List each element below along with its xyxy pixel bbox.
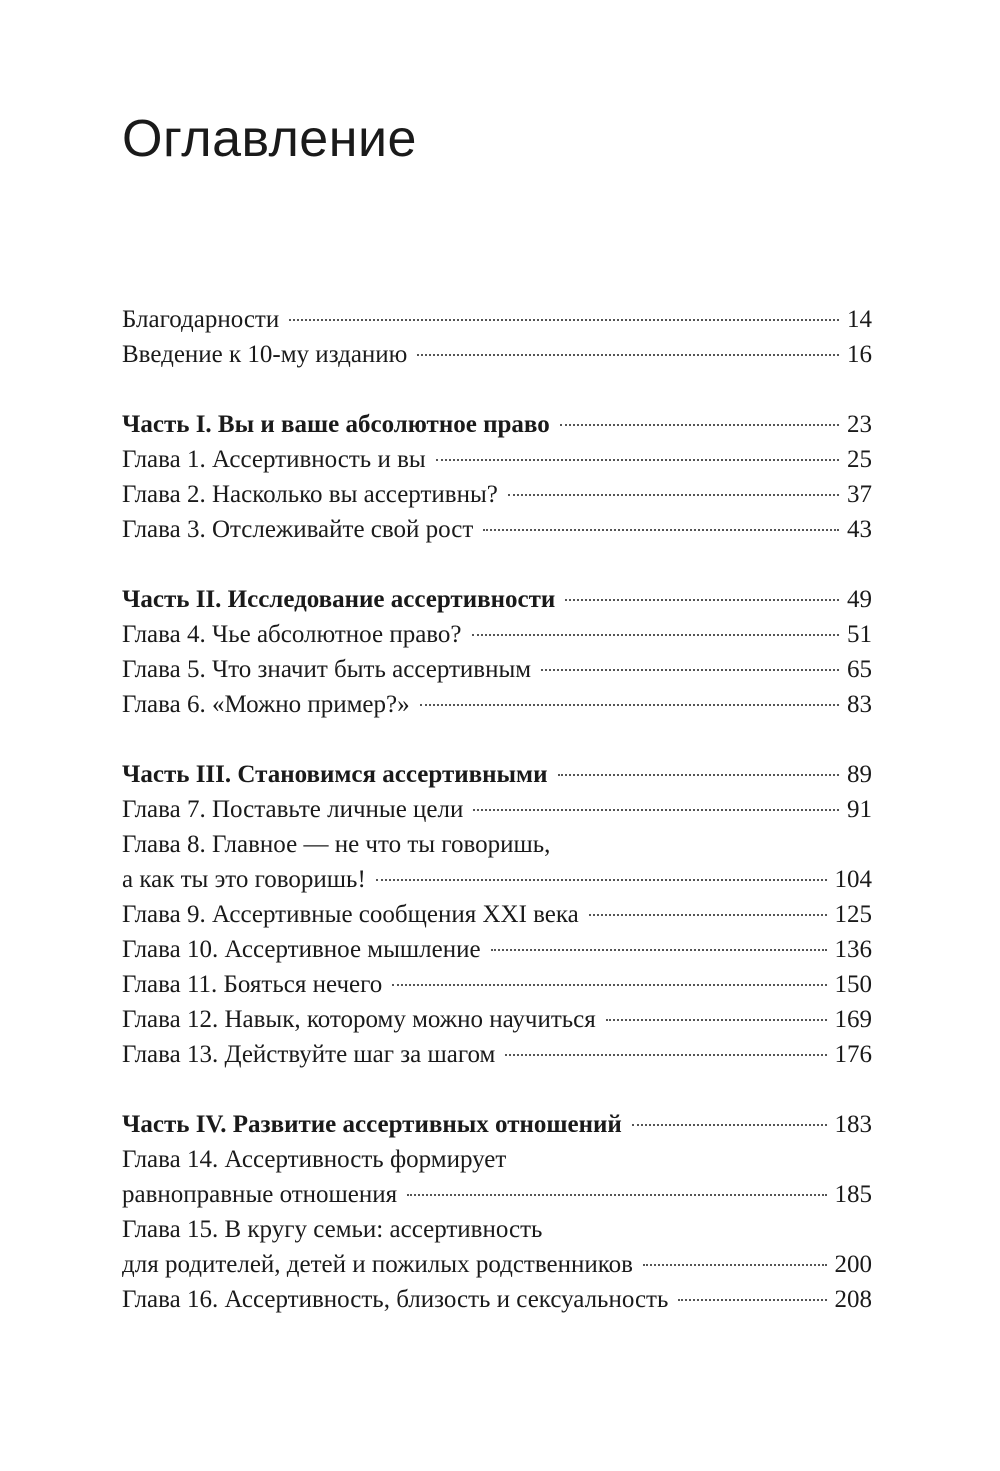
- dot-leader: [643, 1264, 827, 1266]
- toc-entry[interactable]: [122, 792, 872, 827]
- toc-entry[interactable]: [122, 477, 872, 512]
- page-number: 169: [834, 1006, 872, 1033]
- entry-title: равноправные отношения: [122, 1181, 398, 1208]
- toc-entry[interactable]: [122, 897, 872, 932]
- dot-leader: [473, 809, 839, 811]
- entry-title: Глава 10. Ассертивное мышление: [122, 936, 481, 963]
- entry-title: а как ты это говоришь!: [122, 866, 366, 893]
- entry-line: [122, 1107, 872, 1142]
- entry-title: Благодарности: [122, 306, 280, 333]
- entry-line: [122, 967, 872, 1002]
- entry-line: [122, 862, 872, 897]
- entry-line: [122, 512, 872, 547]
- toc-entry[interactable]: [122, 1282, 872, 1317]
- page-number: 37: [847, 481, 872, 508]
- entry-title: Часть I. Вы и ваше абсолютное право: [122, 411, 550, 438]
- entry-title: Часть III. Становимся ассертивными: [122, 761, 548, 788]
- entry-line: [122, 792, 872, 827]
- entry-line: [122, 757, 872, 792]
- page-number: 136: [834, 936, 872, 963]
- toc-entry[interactable]: [122, 617, 872, 652]
- entry-line: [122, 442, 872, 477]
- entry-title: Глава 7. Поставьте личные цели: [122, 796, 464, 823]
- toc-group: [122, 302, 872, 372]
- page-number: 183: [834, 1111, 872, 1138]
- page-number: 89: [847, 761, 872, 788]
- page-number: 208: [834, 1286, 872, 1313]
- entry-line: [122, 337, 872, 372]
- dot-leader: [632, 1124, 827, 1126]
- entry-title: Глава 12. Навык, которому можно научиться: [122, 1006, 596, 1033]
- toc-entry[interactable]: [122, 827, 872, 897]
- dot-leader: [491, 949, 827, 951]
- toc-entry[interactable]: [122, 932, 872, 967]
- toc-part-entry[interactable]: [122, 407, 872, 442]
- page-number: 23: [847, 411, 872, 438]
- dot-leader: [392, 984, 826, 986]
- toc-group: [122, 1107, 872, 1317]
- page-number: 91: [847, 796, 872, 823]
- entry-title: Введение к 10-му изданию: [122, 341, 408, 368]
- entry-title-line: Глава 8. Главное — не что ты говоришь,: [122, 831, 551, 858]
- toc-entry[interactable]: [122, 652, 872, 687]
- entry-title: Глава 1. Ассертивность и вы: [122, 446, 426, 473]
- entry-line: [122, 302, 872, 337]
- toc-entry[interactable]: [122, 512, 872, 547]
- entry-line: [122, 407, 872, 442]
- dot-leader: [558, 774, 840, 776]
- entry-line: [122, 1037, 872, 1072]
- page-number: 49: [847, 586, 872, 613]
- dot-leader: [505, 1054, 826, 1056]
- dot-leader: [606, 1019, 827, 1021]
- entry-line: [122, 1282, 872, 1317]
- toc-part-entry[interactable]: [122, 1107, 872, 1142]
- entry-title: Глава 13. Действуйте шаг за шагом: [122, 1041, 496, 1068]
- page-number: 43: [847, 516, 872, 543]
- toc-entry[interactable]: [122, 1142, 872, 1212]
- dot-leader: [565, 599, 839, 601]
- dot-leader: [407, 1194, 826, 1196]
- entry-line: [122, 932, 872, 967]
- dot-leader: [483, 529, 839, 531]
- toc-entry[interactable]: [122, 337, 872, 372]
- entry-title: Глава 4. Чье абсолютное право?: [122, 621, 462, 648]
- page-title: Оглавление: [122, 110, 417, 168]
- toc-group: [122, 757, 872, 1072]
- entry-line: [122, 1002, 872, 1037]
- entry-title: Часть IV. Развитие ассертивных отношений: [122, 1111, 622, 1138]
- entry-title-line: Глава 14. Ассертивность формирует: [122, 1146, 507, 1173]
- entry-title: Глава 16. Ассертивность, близость и сексуальность: [122, 1286, 669, 1313]
- page-number: 14: [847, 306, 872, 333]
- entry-line: [122, 687, 872, 722]
- dot-leader: [420, 704, 839, 706]
- entry-line: [122, 477, 872, 512]
- page-number: 51: [847, 621, 872, 648]
- dot-leader: [289, 319, 839, 321]
- dot-leader: [678, 1299, 826, 1301]
- entry-line: [122, 1177, 872, 1212]
- dot-leader: [541, 669, 839, 671]
- toc-entry[interactable]: [122, 1002, 872, 1037]
- table-of-contents: [122, 302, 872, 1352]
- entry-line: [122, 897, 872, 932]
- entry-line: [122, 652, 872, 687]
- page-number: 104: [834, 866, 872, 893]
- entry-title: для родителей, детей и пожилых родственников: [122, 1251, 633, 1278]
- toc-entry[interactable]: [122, 1037, 872, 1072]
- dot-leader: [376, 879, 827, 881]
- entry-title: Глава 9. Ассертивные сообщения XXI века: [122, 901, 579, 928]
- dot-leader: [472, 634, 839, 636]
- page-number: 83: [847, 691, 872, 718]
- dot-leader: [508, 494, 839, 496]
- page-number: 125: [834, 901, 872, 928]
- toc-group: [122, 582, 872, 722]
- page-number: 200: [834, 1251, 872, 1278]
- page-number: 150: [834, 971, 872, 998]
- toc-group: [122, 407, 872, 547]
- toc-entry[interactable]: [122, 967, 872, 1002]
- dot-leader: [589, 914, 827, 916]
- toc-part-entry[interactable]: [122, 757, 872, 792]
- entry-title: Глава 5. Что значит быть ассертивным: [122, 656, 532, 683]
- entry-title: Глава 2. Насколько вы ассертивны?: [122, 481, 498, 508]
- dot-leader: [436, 459, 839, 461]
- entry-line: [122, 1247, 872, 1282]
- toc-entry[interactable]: [122, 1212, 872, 1282]
- dot-leader: [417, 354, 839, 356]
- dot-leader: [560, 424, 839, 426]
- entry-title: Глава 6. «Можно пример?»: [122, 691, 410, 718]
- toc-entry[interactable]: [122, 687, 872, 722]
- entry-title: Часть II. Исследование ассертивности: [122, 586, 556, 613]
- toc-part-entry[interactable]: [122, 582, 872, 617]
- page-number: 25: [847, 446, 872, 473]
- toc-entry[interactable]: [122, 442, 872, 477]
- page-number: 65: [847, 656, 872, 683]
- entry-line: [122, 582, 872, 617]
- entry-title: Глава 3. Отслеживайте свой рост: [122, 516, 474, 543]
- entry-title: Глава 11. Бояться нечего: [122, 971, 383, 998]
- entry-title-line: Глава 15. В кругу семьи: ассертивность: [122, 1216, 543, 1243]
- page-number: 185: [834, 1181, 872, 1208]
- page-number: 176: [834, 1041, 872, 1068]
- entry-line: [122, 617, 872, 652]
- page-number: 16: [847, 341, 872, 368]
- toc-entry[interactable]: [122, 302, 872, 337]
